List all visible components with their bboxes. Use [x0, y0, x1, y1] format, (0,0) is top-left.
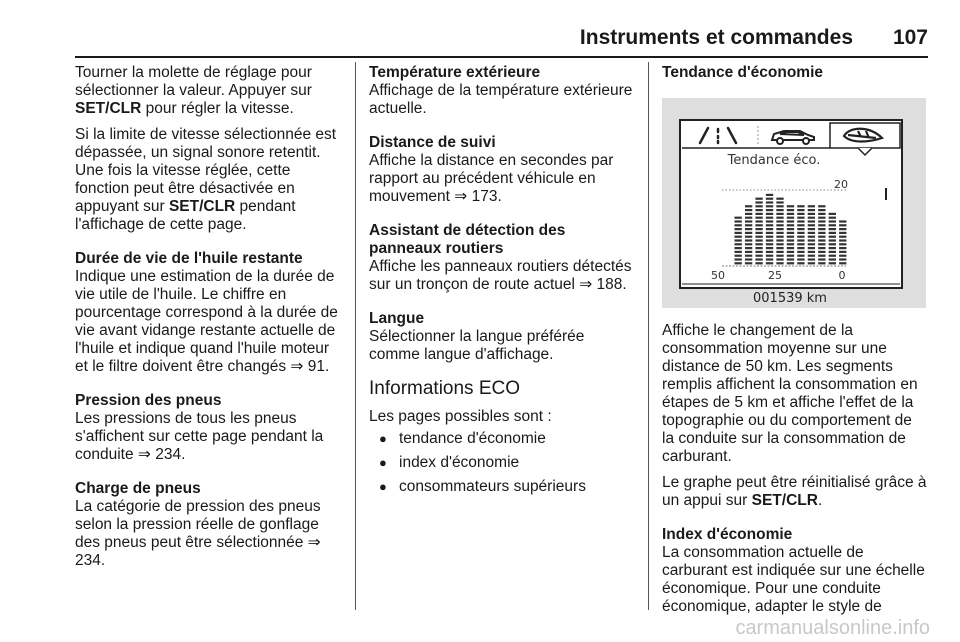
bar-segment: [766, 217, 773, 219]
bar-segment: [787, 232, 794, 234]
column-divider: [355, 62, 356, 610]
bar-segment: [745, 220, 752, 222]
bar-segment: [797, 213, 804, 215]
bar-segment: [818, 217, 825, 219]
bar-segment: [745, 232, 752, 234]
bar-segment: [829, 228, 836, 230]
bar-segment: [766, 239, 773, 241]
bar-segment: [776, 224, 783, 226]
bar-segment: [787, 236, 794, 238]
bar-segment: [755, 228, 762, 230]
bar-segment: [787, 209, 794, 211]
bar-segment: [745, 205, 752, 207]
bar-segment: [776, 262, 783, 264]
bar-segment: [776, 201, 783, 203]
bar-segment: [839, 258, 846, 260]
column-2: [369, 64, 639, 502]
bar-segment: [818, 239, 825, 241]
bar-segment: [755, 209, 762, 211]
bar-segment: [797, 251, 804, 253]
bar-segment: [797, 220, 804, 222]
bar-segment: [734, 232, 741, 234]
oil-life-section: Durée de vie de l'huile restante Indique une estimation de la durée de vie utile de l'huile. Le chiffre en pourcentage correspond à la durée de vie avant vidange restante actuelle de l'huile et indique quand l'huile moteur et le filtre doivent être changés ⇒ 91.: [75, 250, 345, 376]
bar-segment: [766, 201, 773, 203]
page-header: [75, 26, 928, 54]
bar-segment: [734, 251, 741, 253]
bar-segment: [808, 213, 815, 215]
bar-segment: [734, 220, 741, 222]
bar-segment: [808, 251, 815, 253]
bar-segment: [797, 228, 804, 230]
bar-segment: [829, 236, 836, 238]
bar-segment: [818, 258, 825, 260]
subheading: Durée de vie de l'huile restante: [75, 250, 303, 267]
bar-segment: [755, 224, 762, 226]
bar-segment: [818, 205, 825, 207]
bar-segment: [766, 232, 773, 234]
bar-segment: [734, 239, 741, 241]
bar-segment: [787, 243, 794, 245]
bar-segment: [829, 224, 836, 226]
bar-segment: [776, 236, 783, 238]
bar-segment: [776, 198, 783, 200]
bar-segment: [818, 255, 825, 257]
bar-segment: [766, 228, 773, 230]
bar-segment: [808, 247, 815, 249]
bar-segment: [734, 224, 741, 226]
bar-segment: [787, 224, 794, 226]
bar-segment: [776, 243, 783, 245]
bar-segment: [766, 194, 773, 196]
bar-segment: [745, 258, 752, 260]
bar-segment: [755, 201, 762, 203]
bar-segment: [755, 247, 762, 249]
bar-segment: [839, 239, 846, 241]
bar-segment: [776, 247, 783, 249]
outside-temp-section: Température extérieure Affichage de la température extérieure actuelle.: [369, 64, 639, 118]
bar-segment: [839, 228, 846, 230]
bar-segment: [734, 255, 741, 257]
bar-segment: [829, 217, 836, 219]
bar-segment: [829, 255, 836, 257]
bar-segment: [818, 213, 825, 215]
bar-segment: [776, 217, 783, 219]
bar-segment: [797, 217, 804, 219]
bar-segment: [818, 251, 825, 253]
bar-segment: [755, 232, 762, 234]
bar-segment: [766, 209, 773, 211]
bar-segment: [755, 258, 762, 260]
bar-segment: [808, 217, 815, 219]
paragraph: Affiche le changement de la consommation moyenne sur une distance de 50 km. Les segments remplis affichent la consommation en étapes de 5 km et affiche l'effet de la topographie ou du comportement de la conduite sur la consommation de carburant.: [662, 322, 918, 465]
following-distance-section: Distance de suivi Affiche la distance en secondes par rapport au précédent véhicule en mouvement ⇒ 173.: [369, 134, 639, 206]
bar-segment: [755, 217, 762, 219]
bar-segment: [755, 205, 762, 207]
bar-segment: [808, 239, 815, 241]
bar-segment: [829, 220, 836, 222]
bar-segment: [734, 258, 741, 260]
subheading: Pression des pneus: [75, 392, 222, 409]
odometer-readout: 001539 km: [753, 291, 827, 306]
bar-segment: [797, 247, 804, 249]
watermark: carmanualsonline.info: [735, 617, 930, 639]
subheading: Distance de suivi: [369, 134, 496, 151]
bar-segment: [829, 262, 836, 264]
bar-segment: [818, 243, 825, 245]
bar-segment: [787, 258, 794, 260]
bar-segment: [766, 258, 773, 260]
bar-segment: [839, 232, 846, 234]
bar-segment: [734, 262, 741, 264]
bar-segment: [766, 213, 773, 215]
bar-segment: [818, 247, 825, 249]
bar-segment: [808, 243, 815, 245]
bar-segment: [787, 255, 794, 257]
bar-segment: [839, 262, 846, 264]
bar-segment: [808, 224, 815, 226]
subheading: Charge de pneus: [75, 480, 201, 497]
bar-segment: [818, 209, 825, 211]
bar-segment: [797, 209, 804, 211]
bar-segment: [776, 258, 783, 260]
bar-segment: [839, 224, 846, 226]
bar-segment: [766, 262, 773, 264]
bar-segment: [776, 232, 783, 234]
bar-segment: [797, 236, 804, 238]
bar-segment: [808, 236, 815, 238]
column-divider: [648, 62, 649, 610]
paragraph: Tourner la molette de réglage pour sélectionner la valeur. Appuyer sur SET/CLR pour régler la vitesse.: [75, 64, 312, 117]
bar-segment: [839, 243, 846, 245]
bar-segment: [797, 239, 804, 241]
bar-segment: [797, 224, 804, 226]
bar-segment: [808, 209, 815, 211]
bar-segment: [745, 255, 752, 257]
bar-segment: [734, 243, 741, 245]
bar-segment: [797, 262, 804, 264]
traffic-sign-section: Assistant de détection des panneaux routiers Affiche les panneaux routiers détectés sur un tronçon de route actuel ⇒ 188.: [369, 222, 639, 294]
language-section: Langue Sélectionner la langue préférée comme langue d'affichage.: [369, 310, 639, 364]
bar-segment: [745, 251, 752, 253]
subheading: Assistant de détection des panneaux routiers: [369, 222, 566, 257]
bar-segment: [829, 258, 836, 260]
bar-segment: [766, 220, 773, 222]
bar-segment: [808, 228, 815, 230]
bar-segment: [829, 213, 836, 215]
bar-segment: [808, 258, 815, 260]
chapter-title: Instruments et commandes: [579, 26, 853, 49]
bar-segment: [745, 247, 752, 249]
bar-segment: [839, 255, 846, 257]
section-heading: Informations ECO: [369, 378, 520, 399]
bar-segment: [745, 239, 752, 241]
bar-segment: [755, 198, 762, 200]
bar-segment: [839, 220, 846, 222]
eco-pages-list: [369, 430, 639, 496]
header-rule: [75, 56, 928, 58]
bar-segment: [787, 251, 794, 253]
bar-segment: [766, 247, 773, 249]
list-item: ● consommateurs supérieurs: [369, 478, 639, 496]
bar-segment: [808, 220, 815, 222]
x-label-25: 25: [768, 269, 782, 282]
bar-segment: [745, 209, 752, 211]
active-tab: [830, 123, 900, 148]
tyre-pressure-section: Pression des pneus Les pressions de tous les pneus s'affichent sur cette page pendant la conduite ⇒ 234.: [75, 392, 345, 464]
bar-segment: [766, 251, 773, 253]
bar-segment: [787, 220, 794, 222]
scroll-marker: [885, 188, 887, 200]
bar-segment: [839, 247, 846, 249]
bar-segment: [787, 213, 794, 215]
bar-segment: [776, 213, 783, 215]
bar-segment: [787, 262, 794, 264]
bar-segment: [734, 228, 741, 230]
y-max-label: 20: [834, 178, 848, 191]
bar-segment: [745, 213, 752, 215]
bar-segment: [745, 243, 752, 245]
bar-segment: [734, 236, 741, 238]
bar-segment: [797, 258, 804, 260]
bar-segment: [755, 243, 762, 245]
bar-segment: [818, 228, 825, 230]
bar-segment: [766, 236, 773, 238]
bar-segment: [808, 262, 815, 264]
bar-segment: [755, 251, 762, 253]
bar-segment: [818, 224, 825, 226]
bar-segment: [797, 232, 804, 234]
bar-segment: [755, 213, 762, 215]
column-3: [662, 64, 928, 624]
economy-index-section: Index d'économie La consommation actuelle de carburant est indiquée sur une échelle économique. Pour une conduite économique, adapter le style de: [662, 526, 928, 616]
eco-trend-display-figure: [662, 98, 926, 308]
column-1: [75, 64, 345, 578]
bar-segment: [829, 232, 836, 234]
bar-segment: [797, 205, 804, 207]
bar-segment: [745, 228, 752, 230]
bar-segment: [766, 243, 773, 245]
bar-segment: [734, 217, 741, 219]
bar-segment: [829, 239, 836, 241]
subheading: Index d'économie: [662, 526, 793, 543]
bar-segment: [745, 236, 752, 238]
screen-label: Tendance éco.: [727, 153, 821, 168]
bar-segment: [808, 232, 815, 234]
bar-segment: [787, 217, 794, 219]
paragraph: Si la limite de vitesse sélectionnée est dépassée, un signal sonore retentit. Une fois la vitesse réglée, cette fonction peut être désactivée en appuyant sur SET/CLR pendant l'affichage de cette page.: [75, 126, 337, 233]
bar-segment: [818, 232, 825, 234]
bar-segment: [776, 251, 783, 253]
bar-segment: [755, 239, 762, 241]
bar-segment: [818, 262, 825, 264]
bar-segment: [776, 220, 783, 222]
bar-segment: [755, 220, 762, 222]
bar-segment: [839, 251, 846, 253]
eco-display-svg: [662, 98, 926, 308]
x-label-0: 0: [838, 269, 846, 282]
bar-segment: [766, 205, 773, 207]
bar-segment: [745, 217, 752, 219]
bar-segment: [797, 255, 804, 257]
bar-segment: [755, 255, 762, 257]
bar-segment: [829, 251, 836, 253]
bar-segment: [776, 205, 783, 207]
bar-segment: [745, 224, 752, 226]
bar-segment: [818, 220, 825, 222]
bar-segment: [808, 255, 815, 257]
tyre-load-section: Charge de pneus La catégorie de pression des pneus selon la pression réelle de gonflage des pneus peut être sélectionnée ⇒ 234.: [75, 480, 345, 570]
bar-segment: [829, 243, 836, 245]
bar-segment: [755, 236, 762, 238]
x-label-50: 50: [711, 269, 725, 282]
bar-segment: [787, 239, 794, 241]
bar-segment: [766, 198, 773, 200]
paragraph: Les pages possibles sont :: [369, 408, 552, 425]
bar-segment: [745, 262, 752, 264]
bar-segment: [797, 243, 804, 245]
paragraph: Le graphe peut être réinitialisé grâce à un appui sur SET/CLR.: [662, 474, 927, 509]
bar-segment: [776, 255, 783, 257]
page-number: 107: [892, 26, 928, 49]
bar-segment: [839, 236, 846, 238]
bar-segment: [766, 224, 773, 226]
bar-segment: [829, 247, 836, 249]
bar-segment: [776, 228, 783, 230]
subheading: Tendance d'économie: [662, 64, 824, 81]
bar-segment: [734, 247, 741, 249]
bar-segment: [776, 239, 783, 241]
bar-segment: [766, 255, 773, 257]
subheading: Langue: [369, 310, 425, 327]
list-item: ● tendance d'économie: [369, 430, 639, 448]
bar-segment: [818, 236, 825, 238]
bar-segment: [755, 262, 762, 264]
bar-segment: [787, 205, 794, 207]
bar-segment: [808, 205, 815, 207]
list-item: ● index d'économie: [369, 454, 639, 472]
bar-segment: [787, 247, 794, 249]
subheading: Température extérieure: [369, 64, 541, 81]
bar-segment: [776, 209, 783, 211]
bar-segment: [787, 228, 794, 230]
